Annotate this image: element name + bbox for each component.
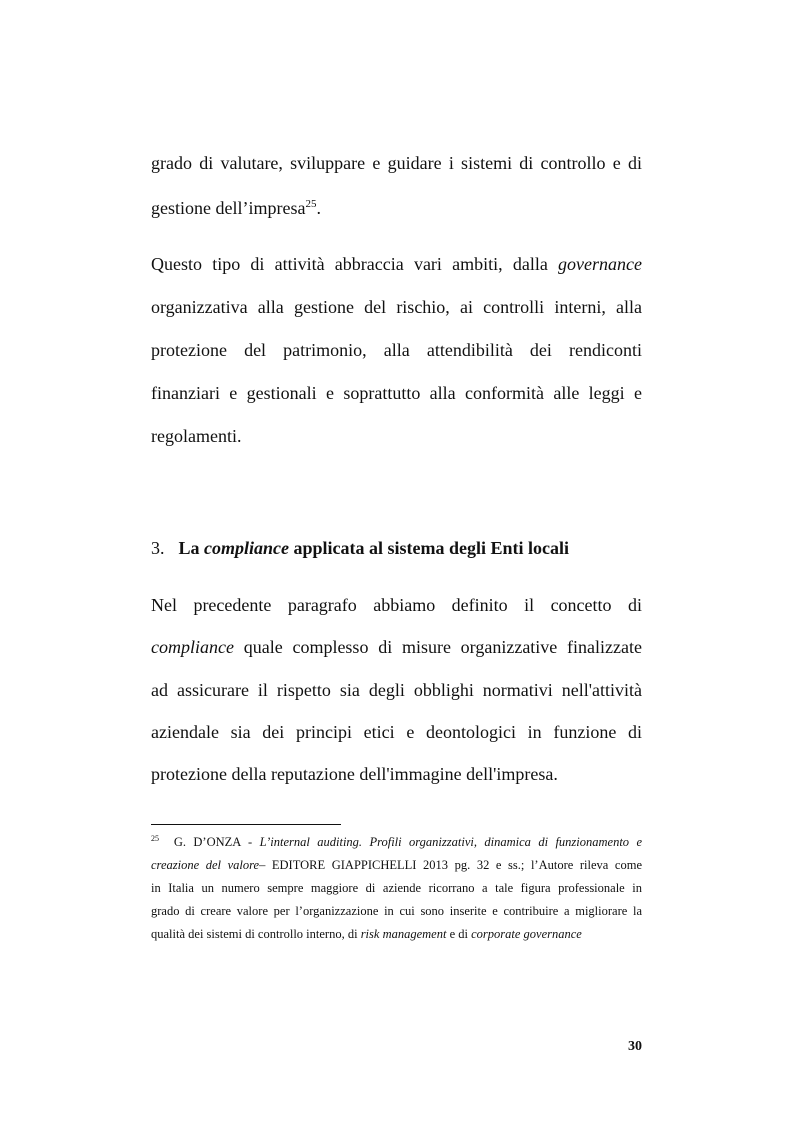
paragraph-line [151,763,642,785]
text: ad assicurare il rispetto sia degli obblighi normativi nell'attività [151,680,642,700]
italic-term: compliance [151,637,234,657]
footnote-line [151,856,642,874]
italic-term: creazione del valore [151,858,260,872]
paragraph-line [151,721,642,743]
text: organizzativa alla gestione del rischio, ai controlli interni, alla [151,297,642,317]
paragraph-line [151,253,642,275]
paragraph-line [151,636,642,658]
italic-term: compliance [204,538,289,558]
text: qualità dei sistemi di controllo interno, di [151,927,358,941]
footnote-line [151,879,642,897]
text: in Italia un numero sempre maggiore di aziende ricorrano a tale figura professionale in [151,881,642,895]
italic-term: corporate governance [471,927,582,941]
paragraph-line [151,296,642,318]
text: e di [449,927,468,941]
text: aziendale sia dei principi etici e deontologici in funzione di [151,722,642,742]
page-number: 30 [628,1039,642,1054]
italic-term: L’internal auditing. Profili organizzativi, dinamica di funzionamento e [259,835,643,849]
text: Questo tipo di attività abbraccia vari ambiti, dalla [151,254,548,274]
text: regolamenti. [151,426,242,446]
text: quale complesso di misure organizzative finalizzate [243,637,642,657]
text: G. D’ONZA - [173,835,253,849]
footnote-separator [151,824,341,825]
text: La [178,538,200,558]
italic-term: governance [558,254,643,274]
paragraph-line [151,425,642,447]
section-heading [151,537,642,559]
footnote-number: 25 [151,833,159,843]
footnote-reference: 25 [305,198,317,210]
footnote-line [151,902,642,920]
section-number: 3. [151,538,165,558]
text: . [316,198,321,218]
text: grado di creare valore per l’organizzazione in cui sono inserite e contribuire a migliorare la [151,904,642,918]
footnote-line [151,925,642,943]
text: – EDITORE GIAPPICHELLI 2013 pg. 32 e ss.; l’Autore rileva come [259,858,643,872]
paragraph-line [151,594,642,616]
text: applicata al sistema degli Enti locali [293,538,570,558]
paragraph-line [151,382,642,404]
paragraph-line [151,339,642,361]
text: gestione dell’impresa [151,198,306,218]
text: finanziari e gestionali e soprattutto alla conformità alle leggi e [151,383,642,403]
text: protezione della reputazione dell'immagine dell'impresa. [151,764,558,784]
paragraph-line [151,197,642,219]
paragraph-line [151,679,642,701]
text: grado di valutare, sviluppare e guidare i sistemi di controllo e di [151,153,642,173]
paragraph-line [151,152,642,174]
italic-term: risk management [360,927,447,941]
text: protezione del patrimonio, alla attendibilità dei rendiconti [151,340,642,360]
text: Nel precedente paragrafo abbiamo definito il concetto di [151,595,642,615]
footnote-line [151,833,642,851]
